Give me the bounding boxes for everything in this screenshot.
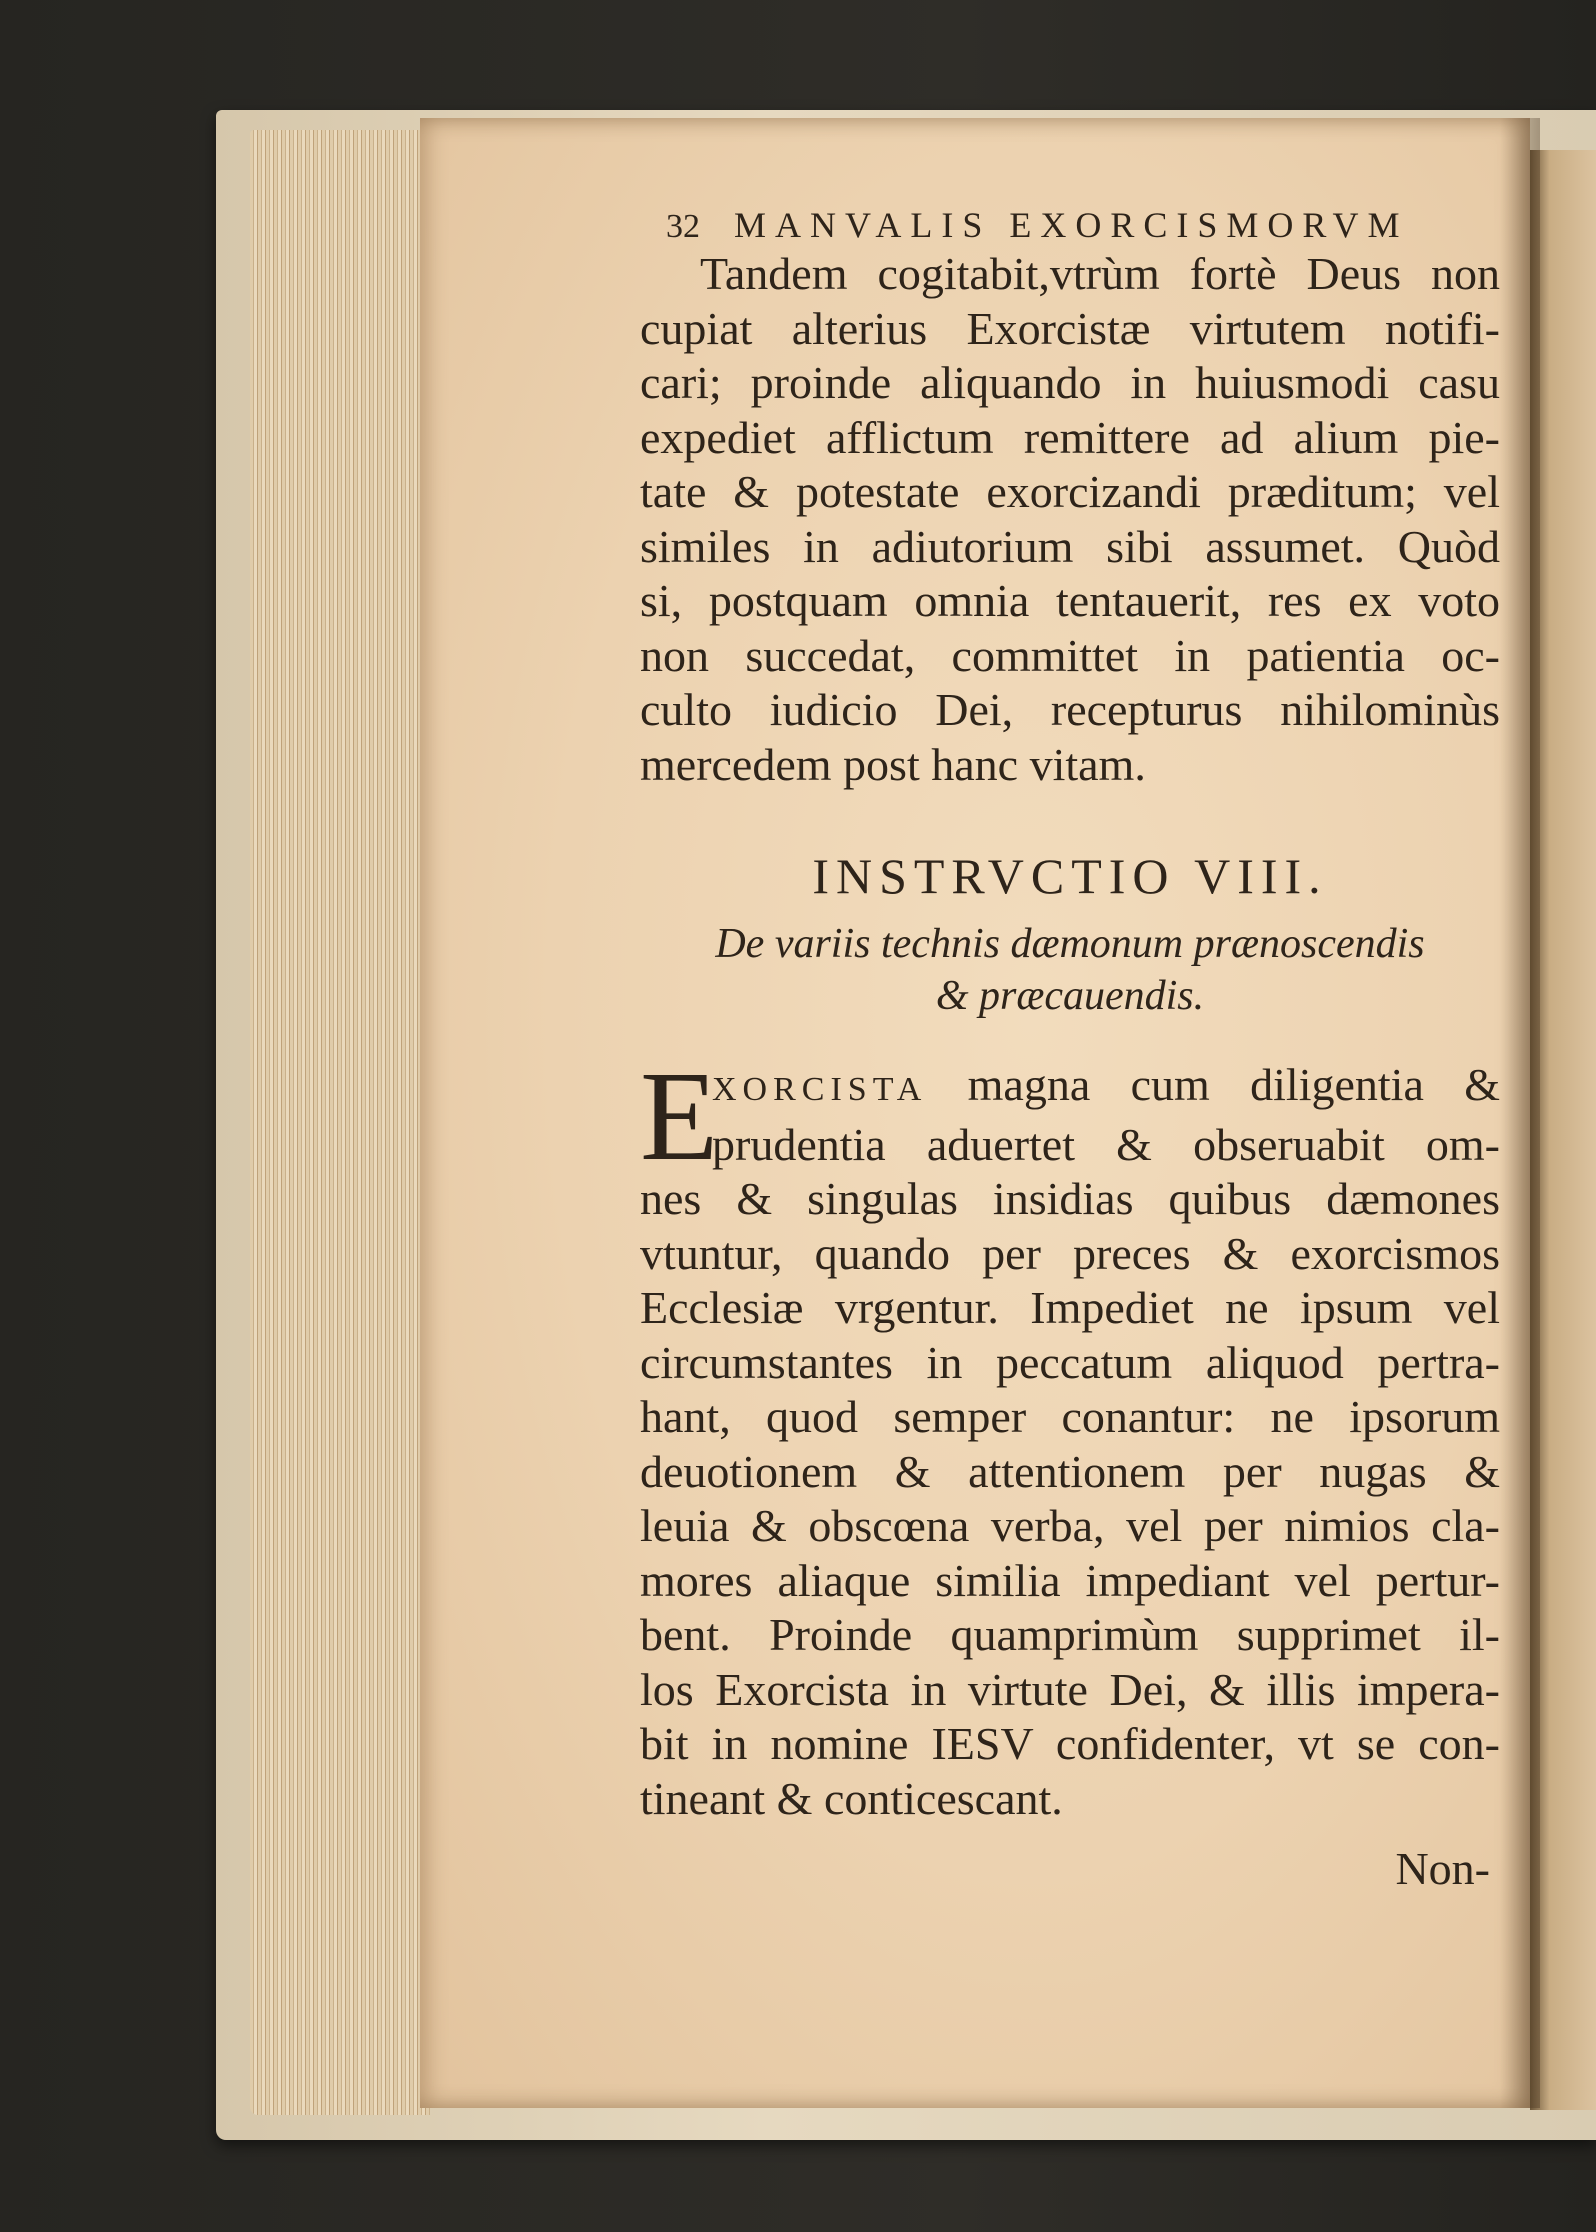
text-fragment: magna cum diligentia &: [967, 1059, 1500, 1110]
text-line: culto iudicio Dei, recepturus nihilominùs: [640, 684, 1500, 735]
text-block: [640, 205, 1500, 1895]
text-line: tate & potestate exorcizandi præditum; vel: [640, 466, 1500, 517]
text-line: non succedat, committet in patientia oc-: [640, 629, 1500, 681]
text-line: cari; proinde aliquando in huiusmodi casu: [640, 357, 1500, 408]
text-line: deuotionem & attentionem per nugas &: [640, 1445, 1500, 1497]
text-line: mores aliaque similia impediant vel pertur-: [640, 1554, 1500, 1606]
text-line: similes in adiutorium sibi assumet. Quòd: [640, 520, 1500, 572]
paragraph-2: [640, 1045, 1500, 1826]
text-line: circumstantes in peccatum aliquod pertra-: [640, 1336, 1500, 1388]
subheading-line: De variis technis dæmonum prænoscendis: [715, 921, 1425, 967]
text-line: los Exorcista in virtute Dei, & illis impera-: [640, 1663, 1500, 1715]
text-line: bent. Proinde quamprimùm supprimet il-: [640, 1609, 1500, 1660]
text-line: cupiat alterius Exorcistæ virtutem notifi-: [640, 302, 1500, 354]
page-edges: [250, 130, 430, 2115]
text-line: leuia & obscœna verba, vel per nimios cla-: [640, 1500, 1500, 1551]
catchword: Non-: [1395, 1843, 1490, 1894]
text-line: si, postquam omnia tentauerit, res ex voto: [640, 575, 1500, 626]
drop-cap: E: [640, 1045, 719, 1187]
section-subheading: [640, 918, 1500, 1022]
page-number: 32: [666, 208, 700, 245]
section-heading: INSTRVCTIO VIII.: [812, 848, 1328, 904]
text-line: Tandem cogitabit,vtrùm fortè Deus non: [700, 248, 1500, 299]
text-line: bit in nomine IESV confidenter, vt se con-: [640, 1718, 1500, 1769]
text-line: prudentia aduertet & obseruabit om-: [712, 1118, 1500, 1170]
text-line: tineant & conticescant.: [640, 1772, 1063, 1824]
text-line: nes & singulas insidias quibus dæmones: [640, 1173, 1500, 1224]
running-title: MANVALIS EXORCISMORVM: [734, 205, 1409, 245]
text-line: expediet afflictum remittere ad alium pie-: [640, 411, 1500, 463]
text-line: hant, quod semper conantur: ne ipsorum: [640, 1391, 1500, 1442]
text-line: [640, 1058, 1500, 1118]
gutter-shadow: [1500, 118, 1540, 2108]
small-caps-word: XORCISTA: [712, 1071, 928, 1108]
text-line: mercedem post hanc vitam.: [640, 738, 1146, 790]
running-head: [666, 205, 1500, 247]
text-line: Ecclesiæ vrgentur. Impediet ne ipsum vel: [640, 1282, 1500, 1333]
text-line: vtuntur, quando per preces & exorcismos: [640, 1227, 1500, 1279]
paragraph-1: [640, 247, 1500, 792]
subheading-line: & præcauendis.: [935, 973, 1205, 1019]
